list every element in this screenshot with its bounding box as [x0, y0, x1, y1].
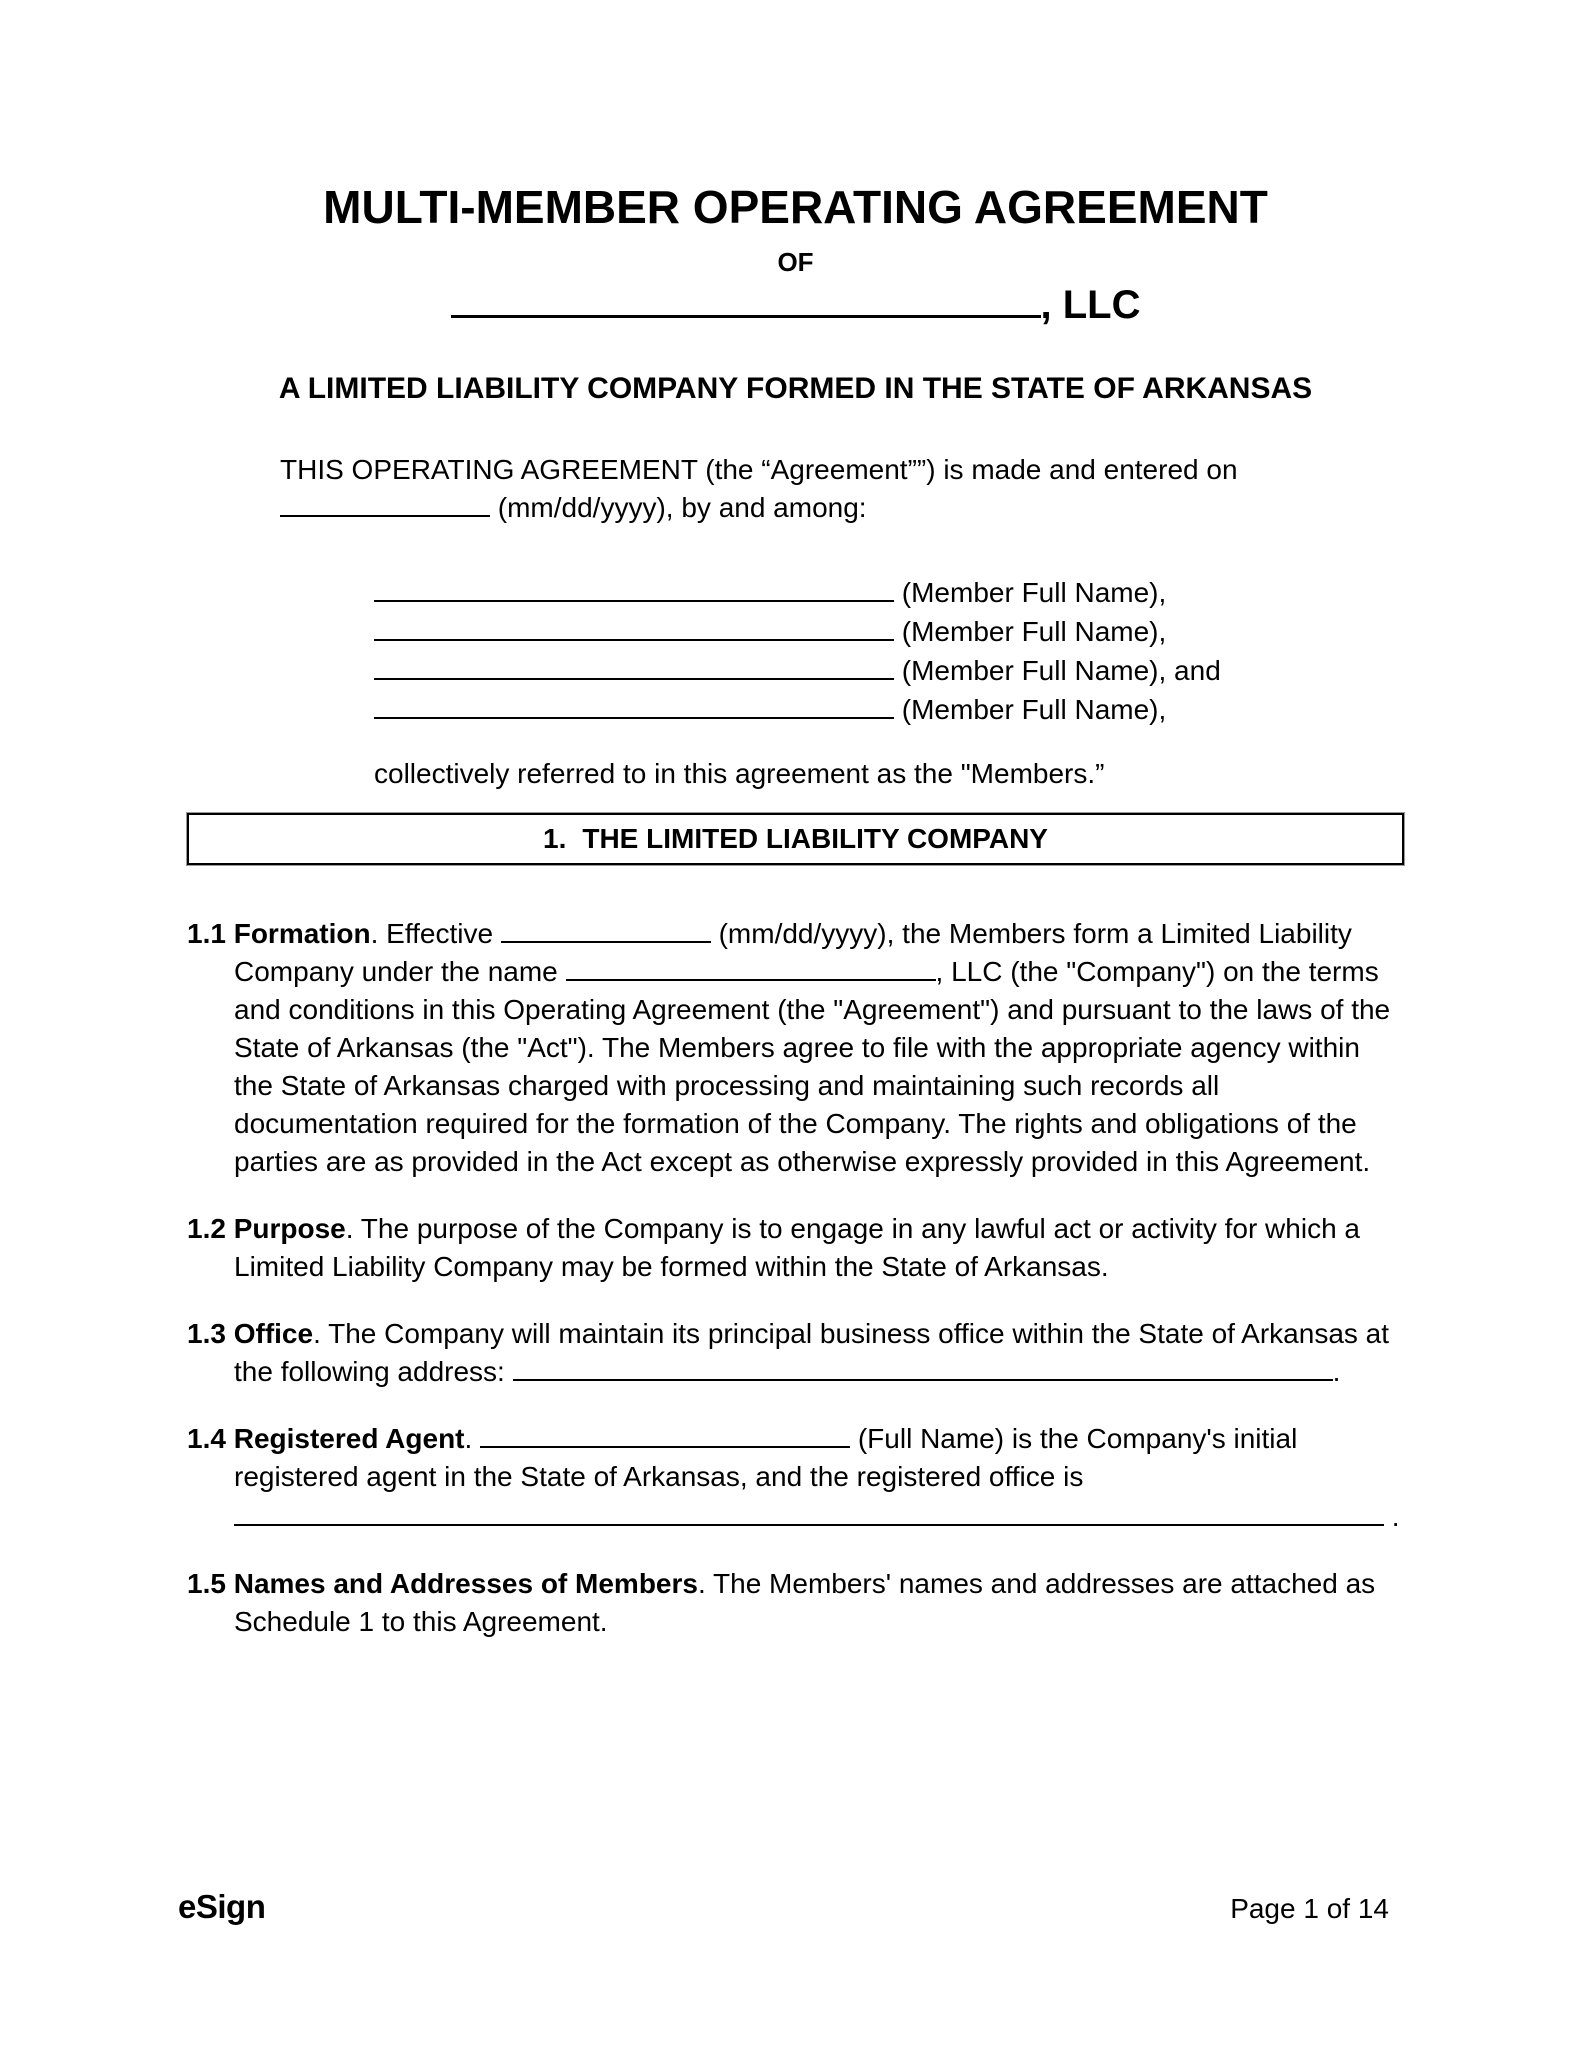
clause-title: Names and Addresses of Members — [233, 1568, 698, 1599]
name-blank — [566, 965, 936, 981]
clause-title: Office — [233, 1318, 314, 1349]
member-row — [374, 690, 1404, 729]
section-heading: THE LIMITED LIABILITY COMPANY — [582, 823, 1048, 854]
member-name-blank — [374, 703, 894, 719]
document-subtitle: A LIMITED LIABILITY COMPANY FORMED IN THE STATE OF ARKANSAS — [278, 372, 1313, 405]
clause-title: Formation — [233, 918, 371, 949]
clause-number: 1.4 — [187, 1423, 226, 1454]
date-blank — [280, 501, 490, 517]
clause — [187, 1210, 1404, 1286]
company-name-blank — [451, 301, 1041, 318]
member-row — [374, 612, 1404, 651]
clause — [187, 1565, 1404, 1641]
member-label: (Member Full Name), — [901, 616, 1167, 647]
clause-body: . (Full Name) is the Company's initial registered agent in the State of Arkansas, and the registered office is . — [234, 1423, 1400, 1532]
clause-list — [187, 915, 1404, 1641]
clause-title: Registered Agent — [233, 1423, 465, 1454]
of-label: OF — [777, 247, 814, 277]
intro-paragraph: THIS OPERATING AGREEMENT (the “Agreement””) is made and entered on (mm/dd/yyyy), by and among: — [280, 454, 1238, 523]
clause-body: . The purpose of the Company is to engage in any lawful act or activity for which a Limited Liability Company may be formed within the State of Arkansas. — [234, 1213, 1360, 1282]
clause-body: . The Company will maintain its principal business office within the State of Arkansas at the following address: . — [234, 1318, 1390, 1387]
member-label: (Member Full Name), — [901, 694, 1167, 725]
clause-title: Purpose — [233, 1213, 346, 1244]
clause-number: 1.3 — [187, 1318, 226, 1349]
member-name-blank — [374, 625, 894, 641]
address-blank — [513, 1365, 1333, 1381]
section-number: 1. — [543, 823, 567, 854]
date-blank — [501, 927, 711, 943]
clause — [187, 1420, 1404, 1536]
company-name-suffix: , LLC — [1040, 283, 1141, 327]
office-blank — [234, 1510, 1384, 1526]
member-label: (Member Full Name), — [901, 577, 1167, 608]
page-number: Page 1 of 14 — [1230, 1893, 1389, 1924]
brand-logo: eSign — [178, 1888, 266, 1925]
agent-blank — [480, 1432, 850, 1448]
clause — [187, 915, 1404, 1181]
member-row — [374, 573, 1404, 612]
document-title: MULTI-MEMBER OPERATING AGREEMENT — [323, 181, 1268, 233]
clause — [187, 1315, 1404, 1391]
members-list — [374, 573, 1404, 729]
page-footer — [178, 1888, 1389, 1926]
member-row — [374, 651, 1404, 690]
collective-note: collectively referred to in this agreement as the "Members.” — [374, 758, 1105, 789]
clause-number: 1.2 — [187, 1213, 226, 1244]
company-name-line — [187, 281, 1404, 329]
clause-body: . Effective (mm/dd/yyyy), the Members form a Limited Liability Company under the name , LLC (the "Company") on the terms and conditions in this Operating Agreement (the "Agreement") and pursuant to the laws of the State of Arkansas (the "Act"). The Members agree to file with the appropriate agency within the State of Arkansas charged with processing and maintaining such records all documentation required for the formation of the Company. The rights and obligations of the parties are as provided in the Act except as otherwise expressly provided in this Agreement. — [234, 918, 1391, 1177]
member-name-blank — [374, 586, 894, 602]
clause-body: . The Members' names and addresses are attached as Schedule 1 to this Agreement. — [234, 1568, 1376, 1637]
member-name-blank — [374, 664, 894, 680]
member-label: (Member Full Name), and — [901, 655, 1221, 686]
clause-number: 1.1 — [187, 918, 226, 949]
clause-number: 1.5 — [187, 1568, 226, 1599]
section-1-heading-box — [187, 813, 1404, 865]
